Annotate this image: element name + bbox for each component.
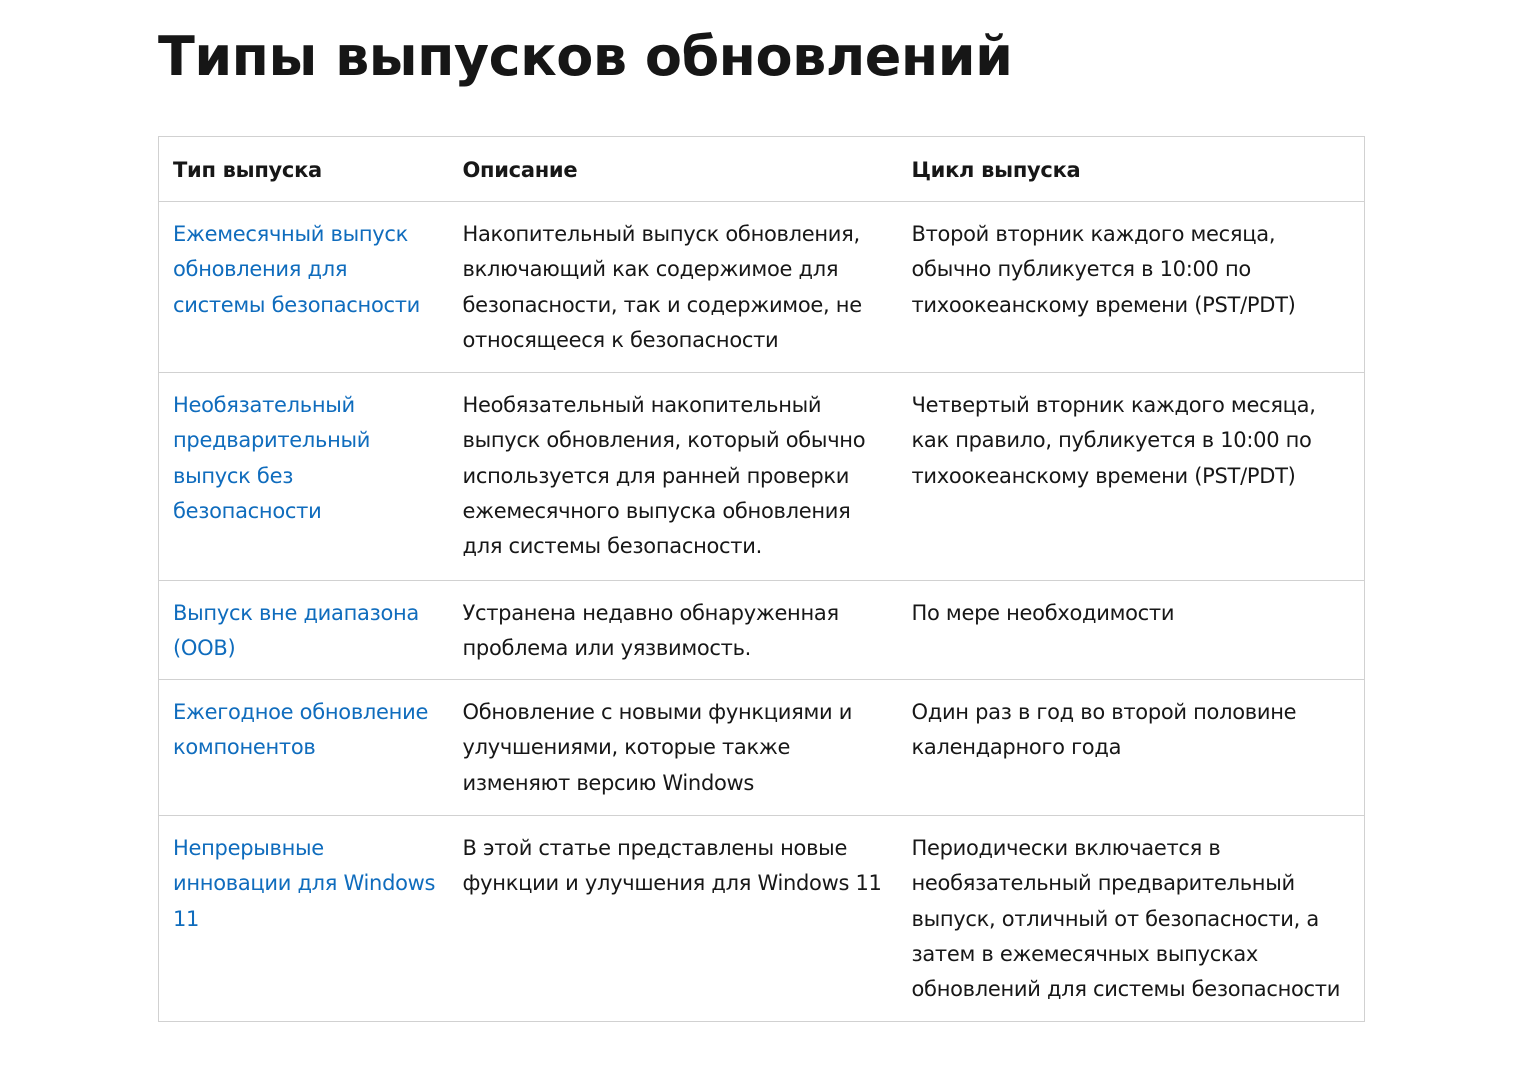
release-cycle-cell: По мере необходимости [898, 581, 1365, 680]
release-type-cell [159, 202, 449, 373]
release-type-link-monthly-security[interactable]: Ежемесячный выпуск обновления для системы безопасности [173, 222, 421, 317]
release-cycle-cell: Периодически включается в необязательный предварительный выпуск, отличный от безопасности, а затем в ежемесячных выпусках обновлений для системы безопасности [898, 816, 1365, 1022]
description-cell: В этой статье представлены новые функции и улучшения для Windows 11 [449, 816, 898, 1022]
release-type-link-continuous-innovation[interactable]: Непрерывные инновации для Windows 11 [173, 836, 436, 931]
release-type-cell [159, 680, 449, 816]
table-row [159, 680, 1365, 816]
release-type-cell [159, 816, 449, 1022]
page-title: Типы выпусков обновлений [158, 25, 1013, 88]
release-type-link-optional-preview[interactable]: Необязательный предварительный выпуск без безопасности [173, 393, 371, 523]
table-row [159, 816, 1365, 1022]
description-cell: Устранена недавно обнаруженная проблема или уязвимость. [449, 581, 898, 680]
description-cell: Необязательный накопительный выпуск обновления, который обычно используется для ранней проверки ежемесячного выпуска обновления для системы безопасности. [449, 373, 898, 581]
header-description: Описание [449, 137, 898, 202]
release-cycle-cell: Второй вторник каждого месяца, обычно публикуется в 10:00 по тихоокеанскому времени (PST/PDT) [898, 202, 1365, 373]
header-release-cycle: Цикл выпуска [898, 137, 1365, 202]
release-types-table [158, 136, 1365, 1022]
table-header-row [159, 137, 1365, 202]
description-cell: Накопительный выпуск обновления, включающий как содержимое для безопасности, так и содержимое, не относящееся к безопасности [449, 202, 898, 373]
table-row [159, 373, 1365, 581]
release-cycle-cell: Четвертый вторник каждого месяца, как правило, публикуется в 10:00 по тихоокеанскому времени (PST/PDT) [898, 373, 1365, 581]
header-release-type: Тип выпуска [159, 137, 449, 202]
release-cycle-cell: Один раз в год во второй половине календарного года [898, 680, 1365, 816]
description-cell: Обновление с новыми функциями и улучшениями, которые также изменяют версию Windows [449, 680, 898, 816]
release-type-link-oob[interactable]: Выпуск вне диапазона (OOB) [173, 601, 420, 661]
table-row [159, 581, 1365, 680]
release-type-cell [159, 581, 449, 680]
release-type-link-annual-feature-update[interactable]: Ежегодное обновление компонентов [173, 700, 429, 760]
release-type-cell [159, 373, 449, 581]
table-row [159, 202, 1365, 373]
